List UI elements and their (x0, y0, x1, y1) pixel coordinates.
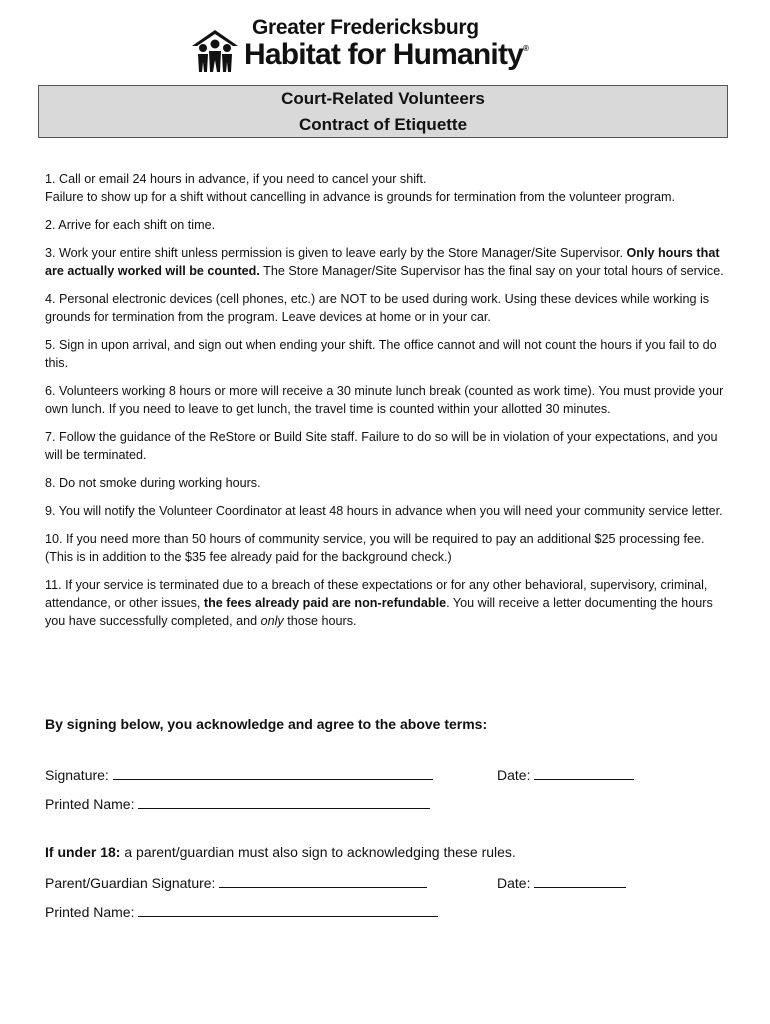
signature-label: Signature: (45, 767, 109, 783)
rule-11-bold: the fees already paid are non-refundable (203, 596, 447, 610)
org-name: Habitat for Humanity (244, 38, 524, 71)
registered-mark: ® (523, 44, 529, 53)
parent-date-field[interactable] (534, 873, 626, 888)
org-name-line1: Greater Fredericksburg (252, 16, 479, 39)
rules-list (45, 170, 725, 640)
title-line2: Contract of Etiquette (298, 115, 468, 134)
parent-signature-label: Parent/Guardian Signature: (45, 875, 216, 891)
rule-3 (45, 244, 725, 280)
printed-name-row (45, 794, 430, 812)
habitat-people-house-icon (192, 30, 238, 72)
rule-3-text-end: The Store Manager/Site Supervisor has the final say on your total hours of service. (259, 264, 724, 278)
rule-9: 9. You will notify the Volunteer Coordinator at least 48 hours in advance when you will need your community service letter. (45, 504, 723, 518)
signature-row (45, 765, 433, 783)
rule-5: 5. Sign in upon arrival, and sign out when ending your shift. The office cannot and will not count the hours if you fail to do this. (45, 338, 717, 370)
date-label: Date: (497, 767, 531, 783)
printed-name-label: Printed Name: (45, 796, 135, 812)
parent-printed-name-row (45, 902, 438, 920)
rule-1-line2: Failure to show up for a shift without cancelling in advance is grounds for termination from the volunteer program. (45, 190, 676, 204)
rule-11 (45, 576, 725, 630)
parent-date-row (497, 873, 626, 891)
printed-name-field[interactable] (138, 794, 430, 809)
rule-11-text: 11. If your service is terminated due to a breach of these expectations or for any other behavioral, supervisory, criminal, attendance, or other issues, (45, 578, 708, 610)
rule-3-text: 3. Work your entire shift unless permission is given to leave early by the Store Manager/Site Supervisor. (45, 246, 627, 260)
rule-3-bold: Only hours that are actually worked will be counted. (45, 246, 720, 278)
parent-signature-field[interactable] (219, 873, 427, 888)
rule-11-italic: only (260, 614, 284, 628)
org-name-line2 (244, 38, 528, 72)
parent-signature-row (45, 873, 427, 891)
rule-11-text-end: those hours. (283, 614, 357, 628)
parent-date-label: Date: (497, 875, 531, 891)
rule-1-line1: 1. Call or email 24 hours in advance, if you need to cancel your shift. (45, 172, 427, 186)
rule-7: 7. Follow the guidance of the ReStore or Build Site staff. Failure to do so will be in violation of your expectations, and you will be terminated. (45, 430, 718, 462)
document-title (38, 85, 728, 138)
parent-printed-name-label: Printed Name: (45, 904, 135, 920)
under18-statement (45, 844, 516, 860)
acknowledge-statement: By signing below, you acknowledge and agree to the above terms: (45, 716, 488, 732)
signature-field[interactable] (113, 765, 433, 780)
habitat-logo (192, 16, 552, 76)
under18-text: a parent/guardian must also sign to acknowledging these rules. (120, 844, 516, 860)
rule-10: 10. If you need more than 50 hours of community service, you will be required to pay an additional $25 processing fee. (This is in addition to the $35 fee already paid for the background check.) (45, 532, 705, 564)
rule-2: 2. Arrive for each shift on time. (45, 218, 216, 232)
rule-8: 8. Do not smoke during working hours. (45, 476, 261, 490)
under18-bold: If under 18: (45, 844, 121, 860)
rule-6: 6. Volunteers working 8 hours or more will receive a 30 minute lunch break (counted as work time). You must provide your own lunch. If you need to leave to get lunch, the travel time is counted within your allotted 30 minutes. (45, 384, 724, 416)
rule-11-text-mid: . You will receive a letter documenting the hours you have successfully completed, and (45, 596, 713, 628)
date-row (497, 765, 634, 783)
rule-1 (45, 170, 725, 206)
rule-4: 4. Personal electronic devices (cell phones, etc.) are NOT to be used during work. Using these devices while working is grounds for termination from the program. Leave devices at home or in your car. (45, 292, 710, 324)
parent-printed-name-field[interactable] (138, 902, 438, 917)
date-field[interactable] (534, 765, 634, 780)
title-line1: Court-Related Volunteers (281, 89, 485, 108)
